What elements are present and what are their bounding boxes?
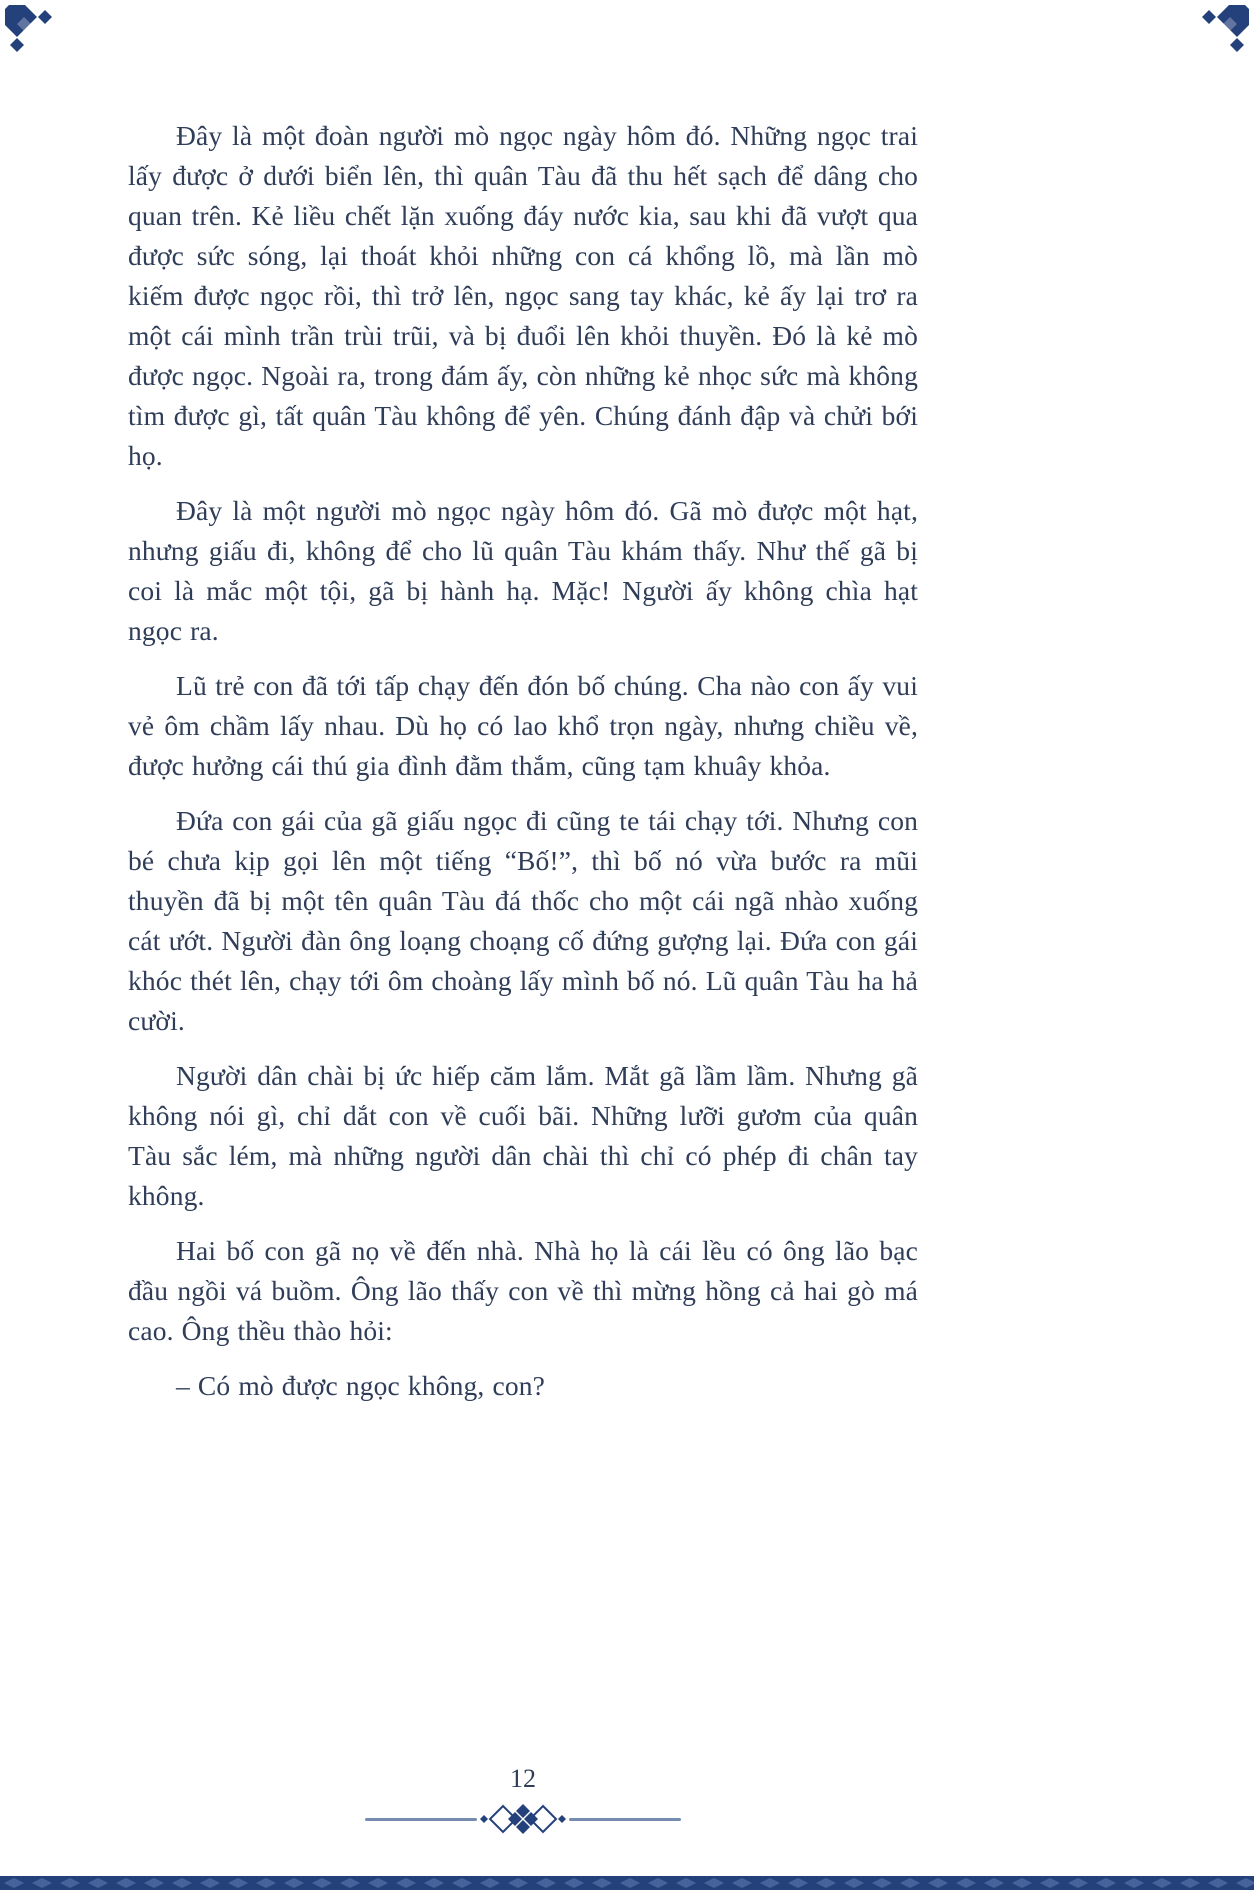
paragraph-6: Hai bố con gã nọ về đến nhà. Nhà họ là cái lều có ông lão bạc đầu ngồi vá buồm. Ông lão thấy con về thì mừng hồng cả hai gò má cao. Ông thều thào hỏi:	[128, 1235, 918, 1346]
paragraph-1: Đây là một đoàn người mò ngọc ngày hôm đó. Những ngọc trai lấy được ở dưới biển lên, thì quân Tàu đã thu hết sạch để dâng cho quan trên. Kẻ liều chết lặn xuống đáy nước kia, sau khi đã vượt qua được sức sóng, lại thoát khỏi những con cá khổng lồ, mà lần mò kiếm được ngọc rồi, thì trở lên, ngọc sang tay khác, kẻ ấy lại trơ ra một cái mình trần trùi trũi, và bị đuổi lên khỏi thuyền. Đó là kẻ mò được ngọc. Ngoài ra, trong đám ấy, còn những kẻ nhọc sức mà không tìm được gì, tất quân Tàu không để yên. Chúng đánh đập và chửi bới họ.	[128, 120, 918, 471]
corner-diamond-ornament-top-left	[5, 5, 55, 55]
paragraph-2: Đây là một người mò ngọc ngày hôm đó. Gã mò được một hạt, nhưng giấu đi, không để cho lũ quân Tàu khám thấy. Như thế gã bị coi là mắc một tội, gã bị hành hạ. Mặc! Người ấy không chìa hạt ngọc ra.	[128, 495, 918, 646]
diamond-band-ornament	[0, 1876, 1254, 1890]
paragraph-3: Lũ trẻ con đã tới tấp chạy đến đón bố chúng. Cha nào con ấy vui vẻ ôm chầm lấy nhau. Dù họ có lao khổ trọn ngày, nhưng chiều về, được hưởng cái thú gia đình đằm thắm, cũng tạm khuây khỏa.	[128, 670, 918, 781]
diamond-divider-icon	[363, 1800, 683, 1840]
paragraph-5: Người dân chài bị ức hiếp căm lắm. Mắt gã lầm lầm. Nhưng gã không nói gì, chỉ dắt con về cuối bãi. Những lưỡi gươm của quân Tàu sắc lém, mà những người dân chài thì chỉ có phép đi chân tay không.	[128, 1060, 918, 1211]
diamond-chain-divider	[128, 1800, 918, 1840]
text-block	[128, 116, 918, 1421]
page-number: 12	[510, 1764, 536, 1793]
paragraph-7-dialogue: – Có mò được ngọc không, con?	[176, 1370, 545, 1401]
corner-diamond-ornament-top-right	[1199, 5, 1249, 55]
paragraph-4: Đứa con gái của gã giấu ngọc đi cũng te tái chạy tới. Nhưng con bé chưa kịp gọi lên một tiếng “Bố!”, thì bố nó vừa bước ra mũi thuyền đã bị một tên quân Tàu đá thốc cho một cái ngã nhào xuống cát ướt. Người đàn ông loạng choạng cố đứng gượng lại. Đứa con gái khóc thét lên, chạy tới ôm choàng lấy mình bố nó. Lũ quân Tàu ha hả cười.	[128, 805, 918, 1036]
